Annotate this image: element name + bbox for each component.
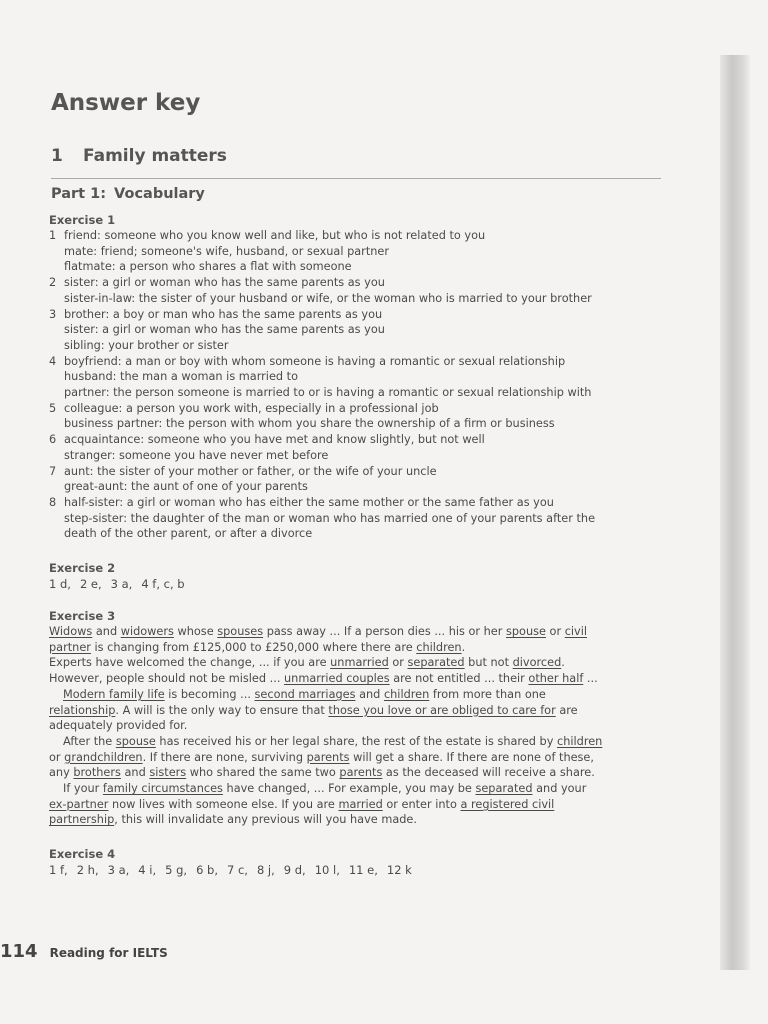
definition-line <box>49 244 649 260</box>
passage-text: Experts have welcomed the change, ... if you are <box>49 656 331 670</box>
underlined-phrase: grandchildren <box>64 750 143 764</box>
passage-line <box>49 640 649 656</box>
underlined-phrase: widowers <box>120 625 174 638</box>
definition-text: sister: a girl or woman who has the same parents as you <box>64 323 385 337</box>
passage-line <box>49 781 649 797</box>
passage-text: and <box>92 625 121 638</box>
underlined-phrase: children <box>383 687 430 701</box>
chapter-heading <box>51 146 227 166</box>
underlined-phrase: Widows <box>49 625 93 638</box>
passage-text: has received his or her legal share, the rest of the estate is shared by <box>155 734 557 748</box>
underlined-phrase: partner <box>49 640 91 654</box>
page-number: 114 <box>0 941 38 962</box>
exercise-3-heading: Exercise 3 <box>49 609 116 623</box>
definition-line <box>49 401 649 417</box>
definition-line <box>49 354 649 370</box>
definition-text: brother: a boy or man who has the same parents as you <box>64 307 383 321</box>
definition-text: husband: the man a woman is married to <box>64 370 299 384</box>
passage-text: . If there are none, surviving <box>142 750 307 764</box>
page-title: Answer key <box>51 90 201 116</box>
exercise-1 <box>49 213 649 542</box>
definition-line <box>49 322 649 338</box>
answer-item: 6 b, <box>196 863 218 877</box>
underlined-phrase: spouse <box>115 734 156 748</box>
passage-line <box>49 718 649 734</box>
page-gutter-shadow <box>720 55 750 970</box>
item-number: 8 <box>49 495 57 509</box>
underlined-phrase: children <box>416 640 462 654</box>
passage-line <box>49 655 649 671</box>
underlined-phrase: children <box>557 734 603 748</box>
passage-text: is becoming ... <box>164 687 255 701</box>
definition-text: sister: a girl or woman who has the same parents as you <box>64 276 385 290</box>
passage-text: pass away ... If a person dies ... his or her <box>263 625 506 638</box>
answer-item: 2 e, <box>79 577 102 591</box>
underlined-phrase: family circumstances <box>102 782 223 796</box>
exercise-3 <box>49 609 649 828</box>
definition-text: friend: someone who you know well and like, but who is not related to you <box>64 229 486 242</box>
passage-line <box>49 703 649 719</box>
passage-text: or enter into <box>382 797 461 811</box>
definition-text: sibling: your brother or sister <box>64 338 229 352</box>
passage-line <box>49 624 649 640</box>
passage-line <box>49 812 649 828</box>
underlined-phrase: parents <box>306 750 350 764</box>
underlined-phrase: spouse <box>505 625 546 638</box>
underlined-phrase: those you love or are obliged to care for <box>328 703 556 717</box>
underlined-phrase: sisters <box>149 766 187 780</box>
definition-line <box>49 416 649 432</box>
passage-text: as the deceased will receive a share. <box>382 766 595 780</box>
passage-text: If your <box>63 782 103 796</box>
exercise-2-answers <box>49 576 194 592</box>
underlined-phrase: ex-partner <box>49 797 109 811</box>
exercise-4-answers <box>49 862 421 878</box>
definition-line <box>49 432 649 448</box>
answer-item: 1 d, <box>49 577 71 591</box>
item-number <box>49 526 64 542</box>
passage-text: . A will is the only way to ensure that <box>115 703 329 717</box>
page-footer <box>0 941 168 962</box>
item-number <box>49 244 64 260</box>
item-number <box>49 479 64 495</box>
definition-text: step-sister: the daughter of the man or woman who has married one of your parents after the <box>64 511 596 525</box>
definition-line <box>49 369 649 385</box>
passage-text: any <box>49 766 74 780</box>
item-number: 7 <box>49 464 57 478</box>
part-label: Part 1: <box>51 186 107 202</box>
definition-text: acquaintance: someone who you have met and know slightly, but not well <box>64 433 485 447</box>
underlined-phrase: other half <box>528 672 584 686</box>
underlined-phrase: Modern family life <box>63 687 165 701</box>
answer-item: 12 k <box>386 863 412 877</box>
underlined-phrase: parents <box>339 766 383 780</box>
answer-item: 10 l, <box>314 863 340 877</box>
underlined-phrase: second marriages <box>254 687 356 701</box>
definition-text: business partner: the person with whom you share the ownership of a firm or business <box>64 417 555 431</box>
passage-line <box>49 734 649 750</box>
underlined-phrase: married <box>338 797 383 811</box>
definition-line <box>49 448 649 464</box>
passage-text: . <box>461 640 466 654</box>
passage-line <box>49 750 649 766</box>
chapter-divider <box>51 178 661 179</box>
item-number <box>49 385 64 401</box>
passage-text: and <box>120 766 150 780</box>
exercise-3-text <box>49 624 649 828</box>
passage-line <box>49 765 649 781</box>
answer-item: 2 h, <box>76 863 99 877</box>
item-number: 2 <box>49 276 57 290</box>
item-number <box>49 369 64 385</box>
definition-text: sister-in-law: the sister of your husband or wife, or the woman who is married to your brother <box>64 291 592 305</box>
answer-item: 4 i, <box>138 863 157 877</box>
underlined-phrase: spouses <box>217 625 264 638</box>
definition-line <box>49 275 649 291</box>
exercise-2-heading: Exercise 2 <box>49 561 116 575</box>
passage-text: who shared the same two <box>186 766 340 780</box>
passage-text: ... <box>583 672 598 686</box>
definition-text: half-sister: a girl or woman who has either the same mother or the same father as you <box>64 495 554 509</box>
passage-text: However, people should not be misled ... <box>49 672 285 686</box>
passage-text: whose <box>173 625 218 638</box>
definition-line <box>49 464 649 480</box>
answer-item: 7 c, <box>227 863 248 877</box>
passage-line <box>49 671 649 687</box>
definition-line <box>49 385 649 401</box>
exercise-1-heading: Exercise 1 <box>49 213 116 227</box>
passage-line <box>49 687 649 703</box>
answer-item: 4 f, c, b <box>141 577 185 591</box>
passage-text: now lives with someone else. If you are <box>108 797 339 811</box>
passage-text: are <box>555 703 578 717</box>
chapter-number: 1 <box>51 146 63 166</box>
part-title: Vocabulary <box>114 186 205 202</box>
passage-text: will get a share. If there are none of these, <box>349 750 594 764</box>
passage-text: , this will invalidate any previous will you have made. <box>114 813 417 827</box>
answer-item: 8 j, <box>256 863 275 877</box>
passage-text: or <box>545 625 565 638</box>
part-heading <box>51 186 205 202</box>
book-title: Reading for IELTS <box>49 946 168 960</box>
passage-text: or <box>49 750 65 764</box>
definition-line <box>49 291 649 307</box>
definition-line <box>49 495 649 511</box>
underlined-phrase: relationship <box>49 703 116 717</box>
answer-item: 11 e, <box>348 863 378 877</box>
passage-text: are not entitled ... their <box>389 672 529 686</box>
answer-item: 3 a, <box>107 863 130 877</box>
definition-text: stranger: someone you have never met before <box>64 448 329 462</box>
passage-text: and <box>355 687 384 701</box>
definition-text: mate: friend; someone's wife, husband, or sexual partner <box>64 244 390 258</box>
item-number <box>49 322 64 338</box>
definition-line <box>49 259 649 275</box>
definition-line <box>49 526 649 542</box>
underlined-phrase: separated <box>407 656 465 670</box>
item-number <box>49 291 64 307</box>
item-number: 1 <box>49 229 57 242</box>
definition-text: flatmate: a person who shares a flat with someone <box>64 260 352 274</box>
passage-text: After the <box>63 734 116 748</box>
item-number <box>49 448 64 464</box>
underlined-phrase: a registered civil <box>460 797 555 811</box>
passage-text: or <box>388 656 408 670</box>
definition-line <box>49 228 649 244</box>
definition-line <box>49 479 649 495</box>
definition-line <box>49 511 649 527</box>
item-number: 3 <box>49 307 57 321</box>
item-number <box>49 511 64 527</box>
definition-text: boyfriend: a man or boy with whom someone is having a romantic or sexual relationship <box>64 354 566 368</box>
passage-text: . <box>561 656 565 670</box>
definition-text: colleague: a person you work with, especially in a professional job <box>64 401 439 415</box>
answer-item: 3 a, <box>110 577 133 591</box>
underlined-phrase: unmarried couples <box>284 672 390 686</box>
passage-text: have changed, ... For example, you may be <box>222 782 476 796</box>
passage-text: adequately provided for. <box>49 719 188 733</box>
underlined-phrase: civil <box>564 625 588 638</box>
exercise-2 <box>49 561 194 592</box>
underlined-phrase: brothers <box>73 766 121 780</box>
answer-item: 1 f, <box>49 863 68 877</box>
underlined-phrase: divorced <box>512 656 562 670</box>
definition-text: partner: the person someone is married to or is having a romantic or sexual relationship with <box>64 386 592 400</box>
answer-item: 9 d, <box>283 863 306 877</box>
item-number: 5 <box>49 401 57 415</box>
passage-line <box>49 797 649 813</box>
underlined-phrase: unmarried <box>330 656 389 670</box>
item-number: 6 <box>49 433 57 447</box>
item-number <box>49 338 64 354</box>
underlined-phrase: partnership <box>49 813 115 827</box>
item-number: 4 <box>49 354 57 368</box>
passage-text: and your <box>532 782 587 796</box>
exercise-4-heading: Exercise 4 <box>49 847 116 861</box>
definition-text: aunt: the sister of your mother or father, or the wife of your uncle <box>64 464 437 478</box>
chapter-title: Family matters <box>83 146 227 166</box>
exercise-1-lines <box>49 228 649 542</box>
item-number <box>49 416 64 432</box>
answer-item: 5 g, <box>165 863 188 877</box>
passage-text: but not <box>464 656 513 670</box>
underlined-phrase: separated <box>475 782 533 796</box>
exercise-4 <box>49 847 421 878</box>
definition-line <box>49 307 649 323</box>
passage-text: from more than one <box>429 687 546 701</box>
definition-text: great-aunt: the aunt of one of your parents <box>64 480 308 494</box>
item-number <box>49 259 64 275</box>
passage-text: is changing from £125,000 to £250,000 where there are <box>90 640 417 654</box>
definition-text: death of the other parent, or after a divorce <box>64 527 313 541</box>
definition-line <box>49 338 649 354</box>
